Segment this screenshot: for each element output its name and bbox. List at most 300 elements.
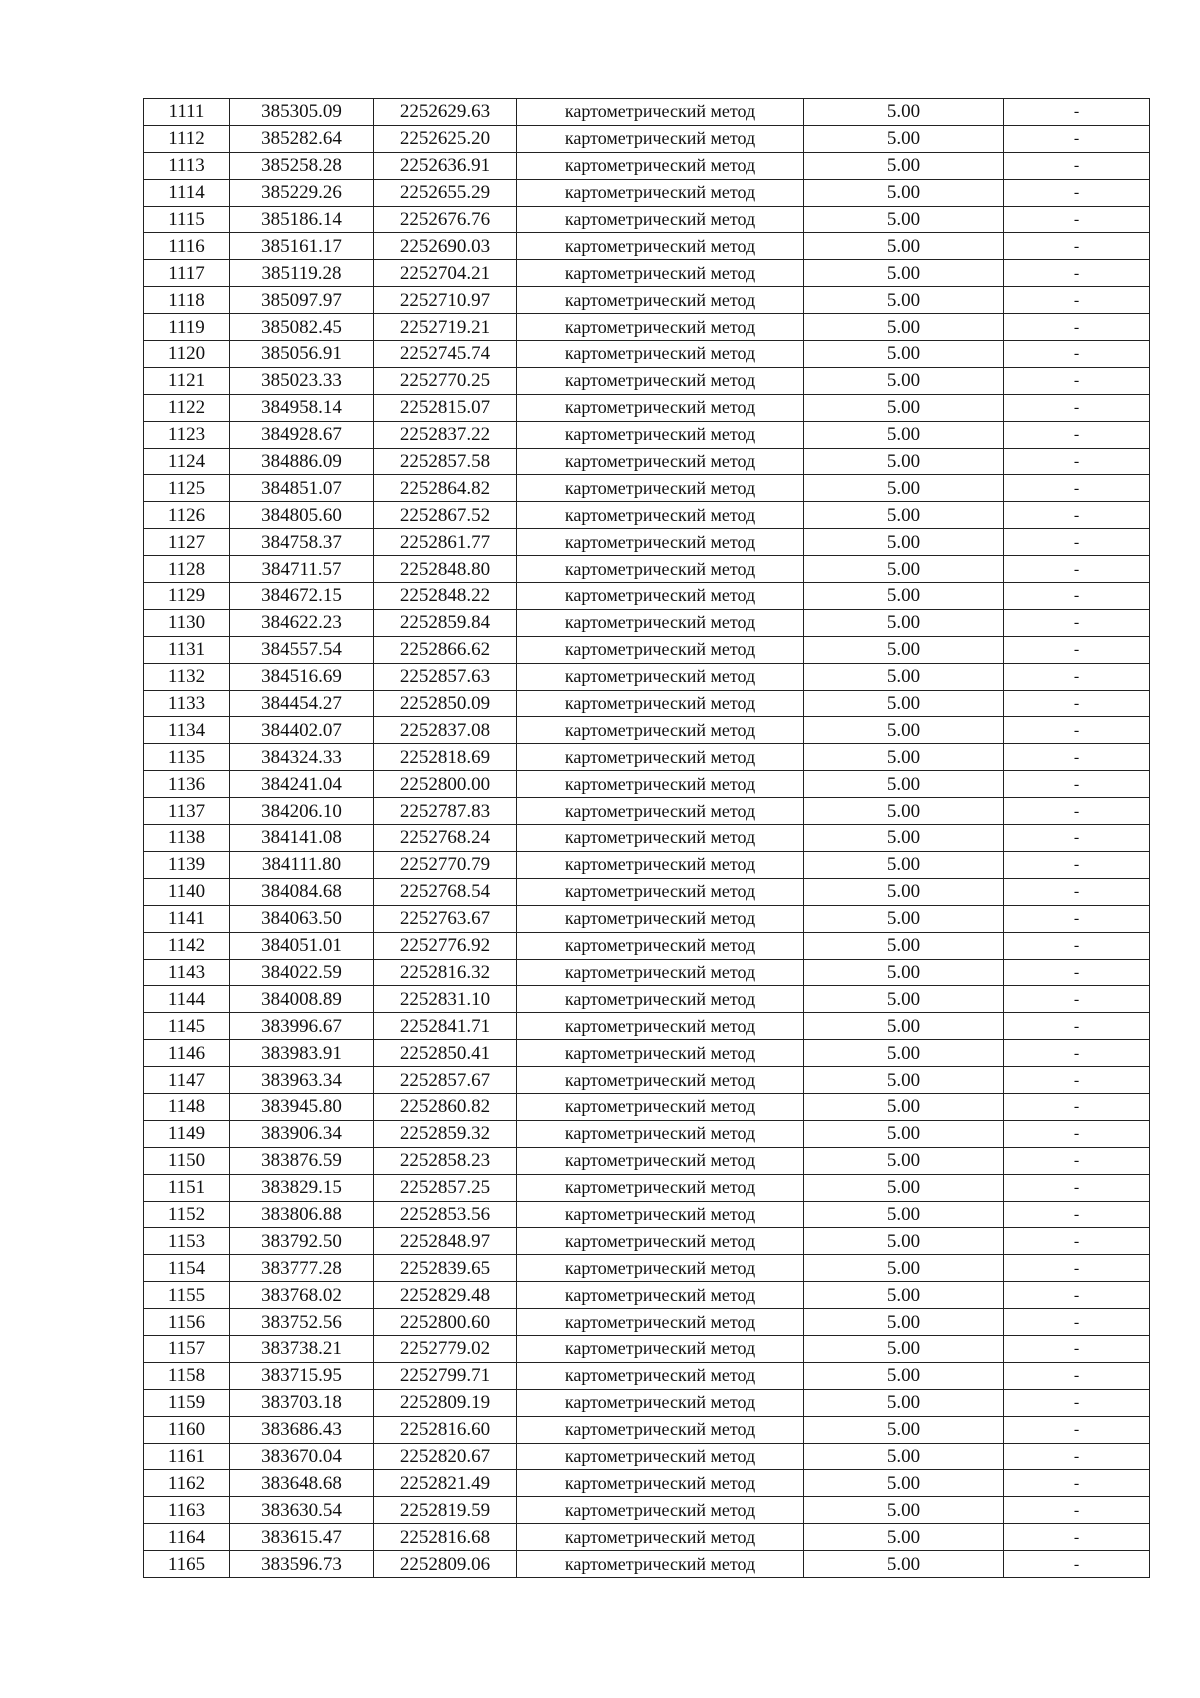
- note-cell: -: [1004, 690, 1150, 717]
- table-row: [144, 1093, 1150, 1120]
- accuracy-cell: 5.00: [804, 825, 1004, 852]
- point-number-cell: 1149: [144, 1120, 230, 1147]
- accuracy-cell: 5.00: [804, 851, 1004, 878]
- accuracy-cell: 5.00: [804, 314, 1004, 341]
- y-coordinate-cell: 2252629.63: [374, 99, 517, 126]
- table-row: [144, 394, 1150, 421]
- method-cell: картометрический метод: [517, 986, 804, 1013]
- x-coordinate-cell: 384516.69: [230, 663, 374, 690]
- x-coordinate-cell: 383686.43: [230, 1416, 374, 1443]
- accuracy-cell: 5.00: [804, 1335, 1004, 1362]
- method-cell: картометрический метод: [517, 663, 804, 690]
- x-coordinate-cell: 385186.14: [230, 206, 374, 233]
- y-coordinate-cell: 2252676.76: [374, 206, 517, 233]
- x-coordinate-cell: 384711.57: [230, 556, 374, 583]
- y-coordinate-cell: 2252848.22: [374, 583, 517, 610]
- method-cell: картометрический метод: [517, 1147, 804, 1174]
- table-row: [144, 798, 1150, 825]
- point-number-cell: 1165: [144, 1551, 230, 1578]
- table-row: [144, 1201, 1150, 1228]
- table-row: [144, 986, 1150, 1013]
- note-cell: -: [1004, 529, 1150, 556]
- method-cell: картометрический метод: [517, 341, 804, 368]
- method-cell: картометрический метод: [517, 529, 804, 556]
- x-coordinate-cell: 384886.09: [230, 448, 374, 475]
- note-cell: -: [1004, 1228, 1150, 1255]
- point-number-cell: 1147: [144, 1067, 230, 1094]
- note-cell: -: [1004, 314, 1150, 341]
- y-coordinate-cell: 2252815.07: [374, 394, 517, 421]
- accuracy-cell: 5.00: [804, 1013, 1004, 1040]
- note-cell: -: [1004, 1067, 1150, 1094]
- y-coordinate-cell: 2252818.69: [374, 744, 517, 771]
- x-coordinate-cell: 384206.10: [230, 798, 374, 825]
- point-number-cell: 1122: [144, 394, 230, 421]
- note-cell: -: [1004, 1389, 1150, 1416]
- y-coordinate-cell: 2252820.67: [374, 1443, 517, 1470]
- point-number-cell: 1134: [144, 717, 230, 744]
- point-number-cell: 1161: [144, 1443, 230, 1470]
- note-cell: -: [1004, 744, 1150, 771]
- method-cell: картометрический метод: [517, 1228, 804, 1255]
- method-cell: картометрический метод: [517, 1497, 804, 1524]
- x-coordinate-cell: 383738.21: [230, 1335, 374, 1362]
- note-cell: -: [1004, 179, 1150, 206]
- x-coordinate-cell: 383792.50: [230, 1228, 374, 1255]
- accuracy-cell: 5.00: [804, 1443, 1004, 1470]
- y-coordinate-cell: 2252848.97: [374, 1228, 517, 1255]
- note-cell: -: [1004, 1201, 1150, 1228]
- point-number-cell: 1142: [144, 932, 230, 959]
- accuracy-cell: 5.00: [804, 1147, 1004, 1174]
- x-coordinate-cell: 384928.67: [230, 421, 374, 448]
- method-cell: картометрический метод: [517, 1335, 804, 1362]
- method-cell: картометрический метод: [517, 206, 804, 233]
- table-row: [144, 1551, 1150, 1578]
- method-cell: картометрический метод: [517, 1040, 804, 1067]
- x-coordinate-cell: 383777.28: [230, 1255, 374, 1282]
- accuracy-cell: 5.00: [804, 690, 1004, 717]
- point-number-cell: 1133: [144, 690, 230, 717]
- table-row: [144, 206, 1150, 233]
- note-cell: -: [1004, 394, 1150, 421]
- accuracy-cell: 5.00: [804, 636, 1004, 663]
- coordinates-table-body: [144, 99, 1150, 1578]
- accuracy-cell: 5.00: [804, 1497, 1004, 1524]
- accuracy-cell: 5.00: [804, 367, 1004, 394]
- y-coordinate-cell: 2252831.10: [374, 986, 517, 1013]
- point-number-cell: 1128: [144, 556, 230, 583]
- point-number-cell: 1126: [144, 502, 230, 529]
- note-cell: -: [1004, 1551, 1150, 1578]
- table-row: [144, 636, 1150, 663]
- note-cell: -: [1004, 1416, 1150, 1443]
- point-number-cell: 1123: [144, 421, 230, 448]
- table-row: [144, 1362, 1150, 1389]
- point-number-cell: 1151: [144, 1174, 230, 1201]
- note-cell: -: [1004, 99, 1150, 126]
- note-cell: -: [1004, 636, 1150, 663]
- x-coordinate-cell: 383963.34: [230, 1067, 374, 1094]
- x-coordinate-cell: 384241.04: [230, 771, 374, 798]
- method-cell: картометрический метод: [517, 932, 804, 959]
- method-cell: картометрический метод: [517, 556, 804, 583]
- accuracy-cell: 5.00: [804, 1524, 1004, 1551]
- y-coordinate-cell: 2252770.25: [374, 367, 517, 394]
- accuracy-cell: 5.00: [804, 1201, 1004, 1228]
- point-number-cell: 1120: [144, 341, 230, 368]
- point-number-cell: 1160: [144, 1416, 230, 1443]
- y-coordinate-cell: 2252861.77: [374, 529, 517, 556]
- method-cell: картометрический метод: [517, 99, 804, 126]
- table-row: [144, 1497, 1150, 1524]
- x-coordinate-cell: 383983.91: [230, 1040, 374, 1067]
- table-row: [144, 1309, 1150, 1336]
- point-number-cell: 1135: [144, 744, 230, 771]
- accuracy-cell: 5.00: [804, 1120, 1004, 1147]
- note-cell: -: [1004, 367, 1150, 394]
- method-cell: картометрический метод: [517, 314, 804, 341]
- accuracy-cell: 5.00: [804, 125, 1004, 152]
- point-number-cell: 1112: [144, 125, 230, 152]
- y-coordinate-cell: 2252858.23: [374, 1147, 517, 1174]
- x-coordinate-cell: 383829.15: [230, 1174, 374, 1201]
- y-coordinate-cell: 2252837.22: [374, 421, 517, 448]
- table-row: [144, 152, 1150, 179]
- point-number-cell: 1145: [144, 1013, 230, 1040]
- point-number-cell: 1131: [144, 636, 230, 663]
- method-cell: картометрический метод: [517, 233, 804, 260]
- note-cell: -: [1004, 905, 1150, 932]
- note-cell: -: [1004, 771, 1150, 798]
- y-coordinate-cell: 2252864.82: [374, 475, 517, 502]
- accuracy-cell: 5.00: [804, 932, 1004, 959]
- y-coordinate-cell: 2252841.71: [374, 1013, 517, 1040]
- y-coordinate-cell: 2252768.54: [374, 878, 517, 905]
- table-row: [144, 341, 1150, 368]
- x-coordinate-cell: 383615.47: [230, 1524, 374, 1551]
- point-number-cell: 1146: [144, 1040, 230, 1067]
- point-number-cell: 1157: [144, 1335, 230, 1362]
- note-cell: -: [1004, 798, 1150, 825]
- note-cell: -: [1004, 125, 1150, 152]
- y-coordinate-cell: 2252690.03: [374, 233, 517, 260]
- y-coordinate-cell: 2252857.63: [374, 663, 517, 690]
- point-number-cell: 1116: [144, 233, 230, 260]
- y-coordinate-cell: 2252816.60: [374, 1416, 517, 1443]
- x-coordinate-cell: 385056.91: [230, 341, 374, 368]
- table-row: [144, 475, 1150, 502]
- table-row: [144, 1282, 1150, 1309]
- table-row: [144, 314, 1150, 341]
- method-cell: картометрический метод: [517, 1067, 804, 1094]
- x-coordinate-cell: 384622.23: [230, 609, 374, 636]
- y-coordinate-cell: 2252710.97: [374, 287, 517, 314]
- y-coordinate-cell: 2252770.79: [374, 851, 517, 878]
- table-row: [144, 1013, 1150, 1040]
- table-row: [144, 1174, 1150, 1201]
- method-cell: картометрический метод: [517, 959, 804, 986]
- method-cell: картометрический метод: [517, 1120, 804, 1147]
- x-coordinate-cell: 384084.68: [230, 878, 374, 905]
- note-cell: -: [1004, 1524, 1150, 1551]
- table-row: [144, 125, 1150, 152]
- point-number-cell: 1148: [144, 1093, 230, 1120]
- table-row: [144, 1067, 1150, 1094]
- table-row: [144, 932, 1150, 959]
- note-cell: -: [1004, 932, 1150, 959]
- y-coordinate-cell: 2252787.83: [374, 798, 517, 825]
- table-row: [144, 99, 1150, 126]
- point-number-cell: 1152: [144, 1201, 230, 1228]
- method-cell: картометрический метод: [517, 1524, 804, 1551]
- y-coordinate-cell: 2252857.58: [374, 448, 517, 475]
- point-number-cell: 1138: [144, 825, 230, 852]
- x-coordinate-cell: 383768.02: [230, 1282, 374, 1309]
- x-coordinate-cell: 384805.60: [230, 502, 374, 529]
- table-row: [144, 502, 1150, 529]
- x-coordinate-cell: 384141.08: [230, 825, 374, 852]
- point-number-cell: 1143: [144, 959, 230, 986]
- accuracy-cell: 5.00: [804, 1255, 1004, 1282]
- y-coordinate-cell: 2252821.49: [374, 1470, 517, 1497]
- y-coordinate-cell: 2252837.08: [374, 717, 517, 744]
- x-coordinate-cell: 385229.26: [230, 179, 374, 206]
- point-number-cell: 1163: [144, 1497, 230, 1524]
- x-coordinate-cell: 383596.73: [230, 1551, 374, 1578]
- y-coordinate-cell: 2252768.24: [374, 825, 517, 852]
- note-cell: -: [1004, 1362, 1150, 1389]
- note-cell: -: [1004, 448, 1150, 475]
- note-cell: -: [1004, 878, 1150, 905]
- method-cell: картометрический метод: [517, 1255, 804, 1282]
- y-coordinate-cell: 2252860.82: [374, 1093, 517, 1120]
- table-row: [144, 878, 1150, 905]
- table-row: [144, 663, 1150, 690]
- y-coordinate-cell: 2252800.00: [374, 771, 517, 798]
- accuracy-cell: 5.00: [804, 1174, 1004, 1201]
- y-coordinate-cell: 2252809.06: [374, 1551, 517, 1578]
- x-coordinate-cell: 384008.89: [230, 986, 374, 1013]
- table-row: [144, 1255, 1150, 1282]
- point-number-cell: 1127: [144, 529, 230, 556]
- x-coordinate-cell: 383715.95: [230, 1362, 374, 1389]
- x-coordinate-cell: 384672.15: [230, 583, 374, 610]
- x-coordinate-cell: 383806.88: [230, 1201, 374, 1228]
- method-cell: картометрический метод: [517, 367, 804, 394]
- table-row: [144, 1416, 1150, 1443]
- y-coordinate-cell: 2252625.20: [374, 125, 517, 152]
- note-cell: -: [1004, 260, 1150, 287]
- x-coordinate-cell: 384958.14: [230, 394, 374, 421]
- y-coordinate-cell: 2252719.21: [374, 314, 517, 341]
- method-cell: картометрический метод: [517, 1551, 804, 1578]
- note-cell: -: [1004, 986, 1150, 1013]
- table-row: [144, 583, 1150, 610]
- accuracy-cell: 5.00: [804, 1093, 1004, 1120]
- accuracy-cell: 5.00: [804, 1389, 1004, 1416]
- note-cell: -: [1004, 1282, 1150, 1309]
- accuracy-cell: 5.00: [804, 421, 1004, 448]
- accuracy-cell: 5.00: [804, 502, 1004, 529]
- method-cell: картометрический метод: [517, 744, 804, 771]
- accuracy-cell: 5.00: [804, 771, 1004, 798]
- note-cell: -: [1004, 663, 1150, 690]
- note-cell: -: [1004, 233, 1150, 260]
- point-number-cell: 1144: [144, 986, 230, 1013]
- y-coordinate-cell: 2252763.67: [374, 905, 517, 932]
- point-number-cell: 1159: [144, 1389, 230, 1416]
- note-cell: -: [1004, 583, 1150, 610]
- method-cell: картометрический метод: [517, 851, 804, 878]
- x-coordinate-cell: 385023.33: [230, 367, 374, 394]
- point-number-cell: 1125: [144, 475, 230, 502]
- point-number-cell: 1137: [144, 798, 230, 825]
- method-cell: картометрический метод: [517, 1362, 804, 1389]
- x-coordinate-cell: 385305.09: [230, 99, 374, 126]
- x-coordinate-cell: 384758.37: [230, 529, 374, 556]
- method-cell: картометрический метод: [517, 1416, 804, 1443]
- y-coordinate-cell: 2252704.21: [374, 260, 517, 287]
- point-number-cell: 1111: [144, 99, 230, 126]
- table-row: [144, 1524, 1150, 1551]
- accuracy-cell: 5.00: [804, 99, 1004, 126]
- table-row: [144, 1443, 1150, 1470]
- x-coordinate-cell: 385082.45: [230, 314, 374, 341]
- note-cell: -: [1004, 1255, 1150, 1282]
- point-number-cell: 1156: [144, 1309, 230, 1336]
- method-cell: картометрический метод: [517, 502, 804, 529]
- note-cell: -: [1004, 1093, 1150, 1120]
- note-cell: -: [1004, 1335, 1150, 1362]
- note-cell: -: [1004, 502, 1150, 529]
- point-number-cell: 1153: [144, 1228, 230, 1255]
- note-cell: -: [1004, 287, 1150, 314]
- point-number-cell: 1115: [144, 206, 230, 233]
- x-coordinate-cell: 383630.54: [230, 1497, 374, 1524]
- accuracy-cell: 5.00: [804, 341, 1004, 368]
- note-cell: -: [1004, 1174, 1150, 1201]
- table-row: [144, 1335, 1150, 1362]
- method-cell: картометрический метод: [517, 394, 804, 421]
- accuracy-cell: 5.00: [804, 609, 1004, 636]
- x-coordinate-cell: 385258.28: [230, 152, 374, 179]
- accuracy-cell: 5.00: [804, 206, 1004, 233]
- table-row: [144, 1147, 1150, 1174]
- accuracy-cell: 5.00: [804, 1309, 1004, 1336]
- method-cell: картометрический метод: [517, 1389, 804, 1416]
- note-cell: -: [1004, 1470, 1150, 1497]
- x-coordinate-cell: 383996.67: [230, 1013, 374, 1040]
- x-coordinate-cell: 384557.54: [230, 636, 374, 663]
- method-cell: картометрический метод: [517, 287, 804, 314]
- point-number-cell: 1124: [144, 448, 230, 475]
- method-cell: картометрический метод: [517, 179, 804, 206]
- table-row: [144, 421, 1150, 448]
- method-cell: картометрический метод: [517, 1093, 804, 1120]
- table-row: [144, 233, 1150, 260]
- method-cell: картометрический метод: [517, 1174, 804, 1201]
- y-coordinate-cell: 2252859.84: [374, 609, 517, 636]
- x-coordinate-cell: 383670.04: [230, 1443, 374, 1470]
- note-cell: -: [1004, 152, 1150, 179]
- accuracy-cell: 5.00: [804, 1362, 1004, 1389]
- y-coordinate-cell: 2252819.59: [374, 1497, 517, 1524]
- accuracy-cell: 5.00: [804, 394, 1004, 421]
- x-coordinate-cell: 384063.50: [230, 905, 374, 932]
- table-row: [144, 1120, 1150, 1147]
- table-row: [144, 556, 1150, 583]
- point-number-cell: 1114: [144, 179, 230, 206]
- table-row: [144, 717, 1150, 744]
- method-cell: картометрический метод: [517, 125, 804, 152]
- point-number-cell: 1154: [144, 1255, 230, 1282]
- method-cell: картометрический метод: [517, 690, 804, 717]
- table-row: [144, 179, 1150, 206]
- x-coordinate-cell: 383945.80: [230, 1093, 374, 1120]
- method-cell: картометрический метод: [517, 609, 804, 636]
- note-cell: -: [1004, 556, 1150, 583]
- accuracy-cell: 5.00: [804, 717, 1004, 744]
- method-cell: картометрический метод: [517, 583, 804, 610]
- point-number-cell: 1130: [144, 609, 230, 636]
- point-number-cell: 1155: [144, 1282, 230, 1309]
- y-coordinate-cell: 2252829.48: [374, 1282, 517, 1309]
- accuracy-cell: 5.00: [804, 287, 1004, 314]
- y-coordinate-cell: 2252857.67: [374, 1067, 517, 1094]
- table-row: [144, 529, 1150, 556]
- y-coordinate-cell: 2252779.02: [374, 1335, 517, 1362]
- y-coordinate-cell: 2252867.52: [374, 502, 517, 529]
- y-coordinate-cell: 2252850.41: [374, 1040, 517, 1067]
- table-row: [144, 1228, 1150, 1255]
- note-cell: -: [1004, 421, 1150, 448]
- point-number-cell: 1150: [144, 1147, 230, 1174]
- method-cell: картометрический метод: [517, 1013, 804, 1040]
- x-coordinate-cell: 384022.59: [230, 959, 374, 986]
- x-coordinate-cell: 383703.18: [230, 1389, 374, 1416]
- note-cell: -: [1004, 1309, 1150, 1336]
- table-row: [144, 1040, 1150, 1067]
- point-number-cell: 1113: [144, 152, 230, 179]
- note-cell: -: [1004, 959, 1150, 986]
- accuracy-cell: 5.00: [804, 905, 1004, 932]
- accuracy-cell: 5.00: [804, 878, 1004, 905]
- point-number-cell: 1118: [144, 287, 230, 314]
- note-cell: -: [1004, 851, 1150, 878]
- accuracy-cell: 5.00: [804, 1228, 1004, 1255]
- accuracy-cell: 5.00: [804, 475, 1004, 502]
- table-row: [144, 690, 1150, 717]
- accuracy-cell: 5.00: [804, 233, 1004, 260]
- table-row: [144, 287, 1150, 314]
- note-cell: -: [1004, 1120, 1150, 1147]
- note-cell: -: [1004, 206, 1150, 233]
- y-coordinate-cell: 2252839.65: [374, 1255, 517, 1282]
- method-cell: картометрический метод: [517, 771, 804, 798]
- accuracy-cell: 5.00: [804, 583, 1004, 610]
- x-coordinate-cell: 383876.59: [230, 1147, 374, 1174]
- table-row: [144, 1389, 1150, 1416]
- x-coordinate-cell: 383906.34: [230, 1120, 374, 1147]
- method-cell: картометрический метод: [517, 1201, 804, 1228]
- table-row: [144, 609, 1150, 636]
- accuracy-cell: 5.00: [804, 663, 1004, 690]
- y-coordinate-cell: 2252655.29: [374, 179, 517, 206]
- x-coordinate-cell: 383648.68: [230, 1470, 374, 1497]
- table-row: [144, 771, 1150, 798]
- x-coordinate-cell: 384111.80: [230, 851, 374, 878]
